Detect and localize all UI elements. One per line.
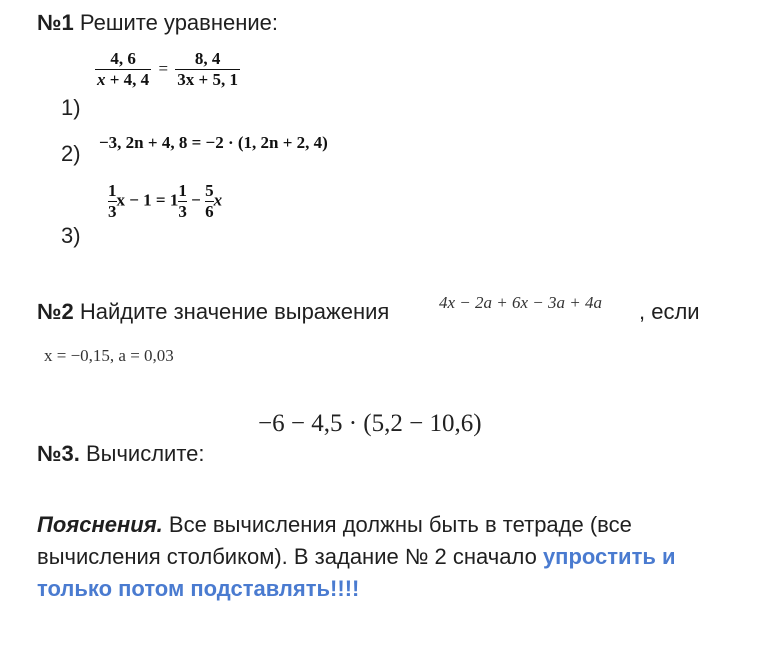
notes-block (37, 509, 676, 605)
eq3-f1-denominator: 3 (108, 201, 117, 221)
eq3-tail: x (213, 190, 223, 210)
eq3-f2-numerator: 1 (178, 181, 187, 200)
eq3-fraction-3 (205, 182, 214, 221)
notes-line-3: только потом подставлять!!!! (37, 576, 360, 601)
item2-label: 2) (61, 141, 81, 166)
task2-heading (37, 299, 389, 325)
eq3-f2-denominator: 3 (178, 201, 187, 221)
notes-line2-text: вычисления столбиком). В задание № 2 сначало (37, 544, 543, 569)
eq1-right-fraction (175, 50, 240, 89)
equation-3 (108, 182, 222, 221)
task1-number: №1 (37, 10, 74, 35)
task2-condition: x = −0,15, a = 0,03 (44, 346, 174, 365)
task3-heading (37, 441, 205, 467)
eq3-fraction-2 (178, 182, 187, 221)
eq1-right-numerator: 8, 4 (194, 49, 221, 68)
item3-label: 3) (61, 223, 81, 248)
task1-heading (37, 10, 278, 36)
eq1-left-numerator: 4, 6 (110, 49, 136, 68)
task3-title: Вычислите: (79, 441, 205, 466)
task2-expression: 4x − 2a + 6x − 3a + 4a (439, 293, 602, 312)
eq3-f3-numerator: 5 (205, 181, 214, 200)
eq3-fraction-1 (108, 182, 117, 221)
notes-line2-emphasis: упростить и (542, 544, 676, 569)
eq3-minus: − (186, 190, 206, 210)
eq3-f1-numerator: 1 (108, 181, 117, 200)
task2-number: №2 (37, 299, 74, 324)
task3-expression: −6 − 4,5 · (5,2 − 10,6) (258, 410, 482, 437)
task1-title: Решите уравнение: (73, 10, 279, 35)
item1-label: 1) (61, 95, 81, 120)
eq1-equals: = (158, 58, 169, 78)
task2-title: Найдите значение выражения (73, 299, 390, 324)
notes-line-2 (37, 541, 676, 573)
notes-label: Пояснения. (37, 512, 163, 537)
notes-line1-text: Все вычисления должны быть в тетраде (все (162, 512, 632, 537)
equation-2: −3, 2n + 4, 8 = −2 · (1, 2n + 2, 4) (99, 133, 328, 152)
equation-1 (95, 50, 240, 89)
task3-number: №3. (37, 441, 80, 466)
eq1-right-denominator: 3x + 5, 1 (177, 69, 238, 89)
eq3-f3-denominator: 6 (205, 201, 214, 221)
eq3-middle: x − 1 = 1 (116, 190, 179, 210)
notes-line-1 (37, 509, 676, 541)
eq1-left-fraction (95, 50, 151, 89)
eq1-left-denominator: x + 4, 4 (97, 69, 150, 89)
task2-suffix: , если (639, 299, 700, 324)
